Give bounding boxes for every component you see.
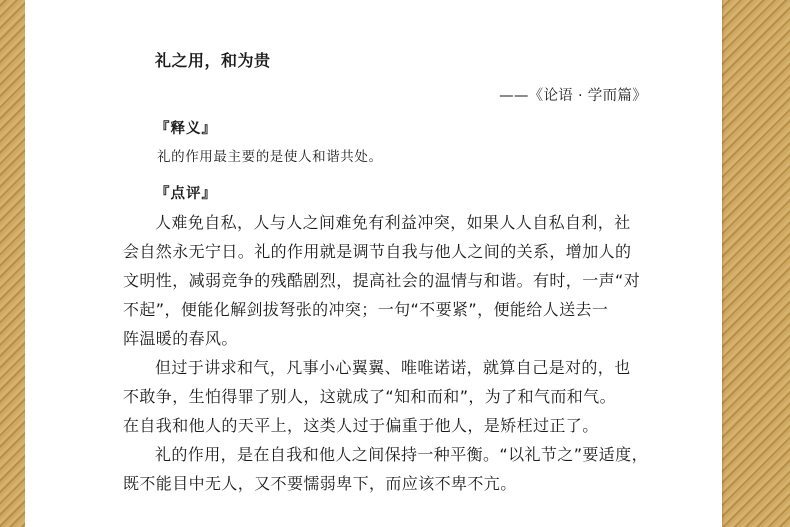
comment-line: 人难免自私，人与人之间难免有利益冲突，如果人人自私自利，社 <box>155 213 631 232</box>
quote-title: 礼之用，和为贵 <box>155 51 271 70</box>
book-page <box>25 0 722 527</box>
comment-line: 会自然永无宁日。礼的作用就是调节自我与他人之间的关系，增加人的 <box>123 242 632 261</box>
comment-line: 文明性，减弱竞争的残酷剧烈，提高社会的温情与和谐。有时，一声“对 <box>123 271 641 290</box>
meaning-text: 礼的作用最主要的是使人和谐共处。 <box>157 149 383 165</box>
comment-line: 阵温暖的春风。 <box>123 329 238 348</box>
quote-source: ——《论语 · 学而篇》 <box>499 88 647 104</box>
comment-line: 但过于讲求和气，凡事小心翼翼、唯唯诺诺，就算自己是对的，也 <box>155 358 631 377</box>
comment-line: 在自我和他人的天平上，这类人过于偏重于他人，是矫枉过正了。 <box>123 416 599 435</box>
comment-line: 既不能目中无人，又不要懦弱卑下，而应该不卑不亢。 <box>123 474 517 493</box>
comment-heading: 『点评』 <box>155 186 217 202</box>
comment-line: 不敢争，生怕得罪了别人，这就成了“知和而和”，为了和气而和气。 <box>123 387 616 406</box>
comment-line: 不起”，便能化解剑拔弩张的冲突；一句“不要紧”，便能给人送去一 <box>123 300 609 319</box>
meaning-heading: 『释义』 <box>155 121 217 137</box>
comment-body <box>123 208 648 498</box>
comment-line: 礼的作用，是在自我和他人之间保持一种平衡。“以礼节之”要适度， <box>155 445 648 464</box>
